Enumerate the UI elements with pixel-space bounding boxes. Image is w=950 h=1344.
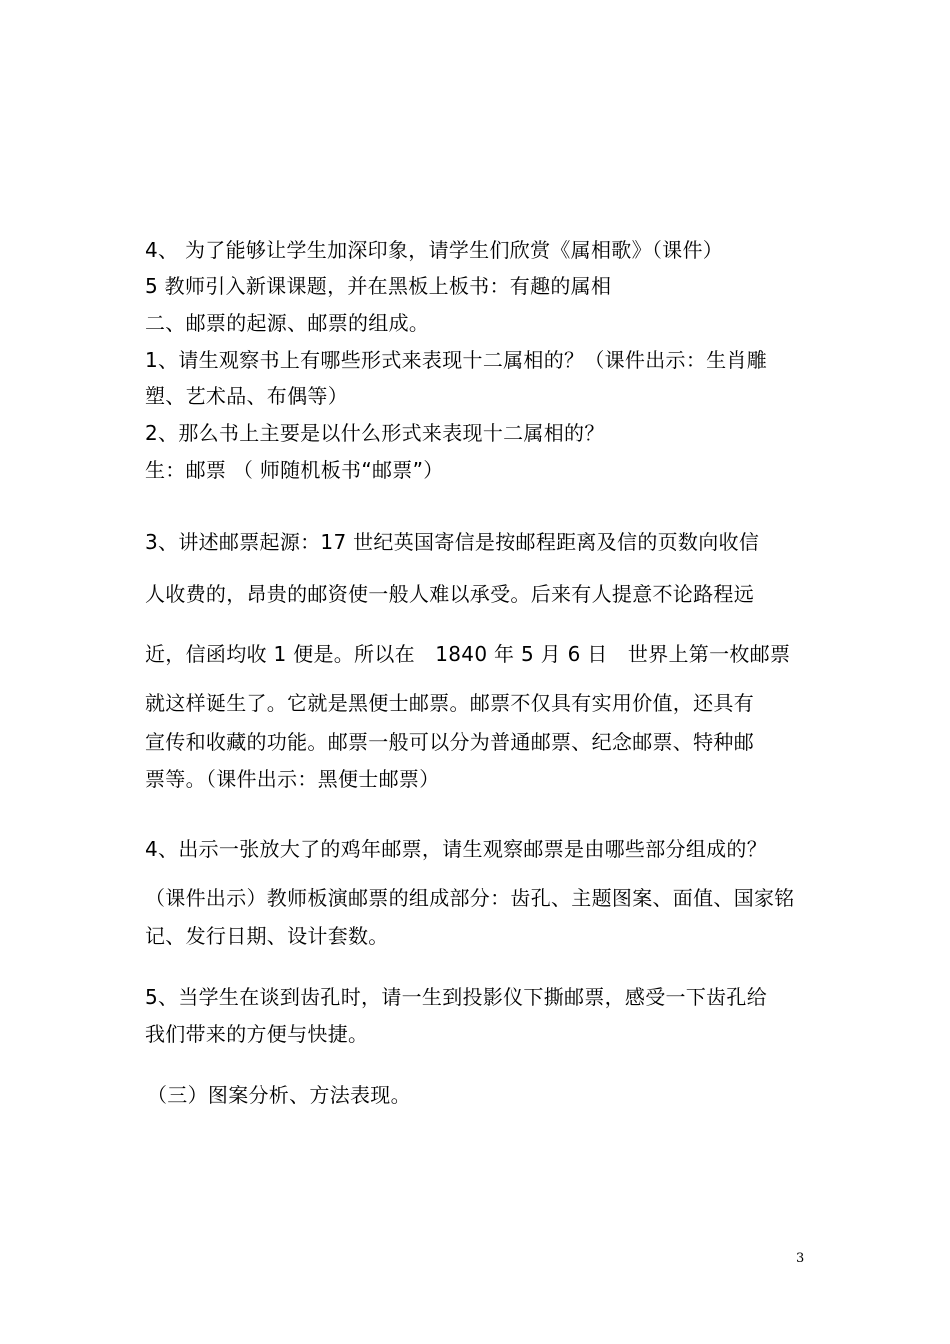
text-line: 5 教师引入新课课题，并在黑板上板书：有趣的属相 <box>145 274 612 298</box>
text-line: 近，信函均收 1 便是。所以在 1840 年 5 月 6 日 世界上第一枚邮票 <box>145 642 791 666</box>
text-line: 就这样诞生了。它就是黑便士邮票。邮票不仅具有实用价值，还具有 <box>145 691 754 715</box>
text-line: 宣传和收藏的功能。邮票一般可以分为普通邮票、纪念邮票、特种邮 <box>145 730 754 754</box>
text-line: 1、请生观察书上有哪些形式来表现十二属相的？（课件出示：生肖雕 <box>145 348 768 372</box>
section-heading: （三）图案分析、方法表现。 <box>147 1083 411 1107</box>
text-line: 4、 为了能够让学生加深印象，请学生们欣赏《属相歌》（课件） <box>145 238 724 262</box>
text-line: 5、当学生在谈到齿孔时，请一生到投影仪下撕邮票，感受一下齿孔给 <box>145 985 768 1009</box>
text-line: （课件出示）教师板演邮票的组成部分：齿孔、主题图案、面值、国家铭 <box>145 886 795 910</box>
text-line: 4、出示一张放大了的鸡年邮票，请生观察邮票是由哪些部分组成的？ <box>145 837 768 861</box>
text-line: 2、那么书上主要是以什么形式来表现十二属相的？ <box>145 421 605 445</box>
text-line: 人收费的，昂贵的邮资使一般人难以承受。后来有人提意不论路程远 <box>145 582 754 606</box>
page-number: 3 <box>796 1251 805 1266</box>
text-line: 记、发行日期、设计套数。 <box>145 924 389 948</box>
text-line: 我们带来的方便与快捷。 <box>145 1022 369 1046</box>
text-line: 二、邮票的起源、邮票的组成。 <box>145 311 430 335</box>
text-line: 塑、艺术品、布偶等） <box>145 384 348 408</box>
text-line: 票等。（课件出示：黑便士邮票） <box>145 767 440 791</box>
text-line: 3、讲述邮票起源：17 世纪英国寄信是按邮程距离及信的页数向收信 <box>145 530 760 554</box>
text-line: 生：邮票 （ 师随机板书“邮票”） <box>145 458 444 482</box>
